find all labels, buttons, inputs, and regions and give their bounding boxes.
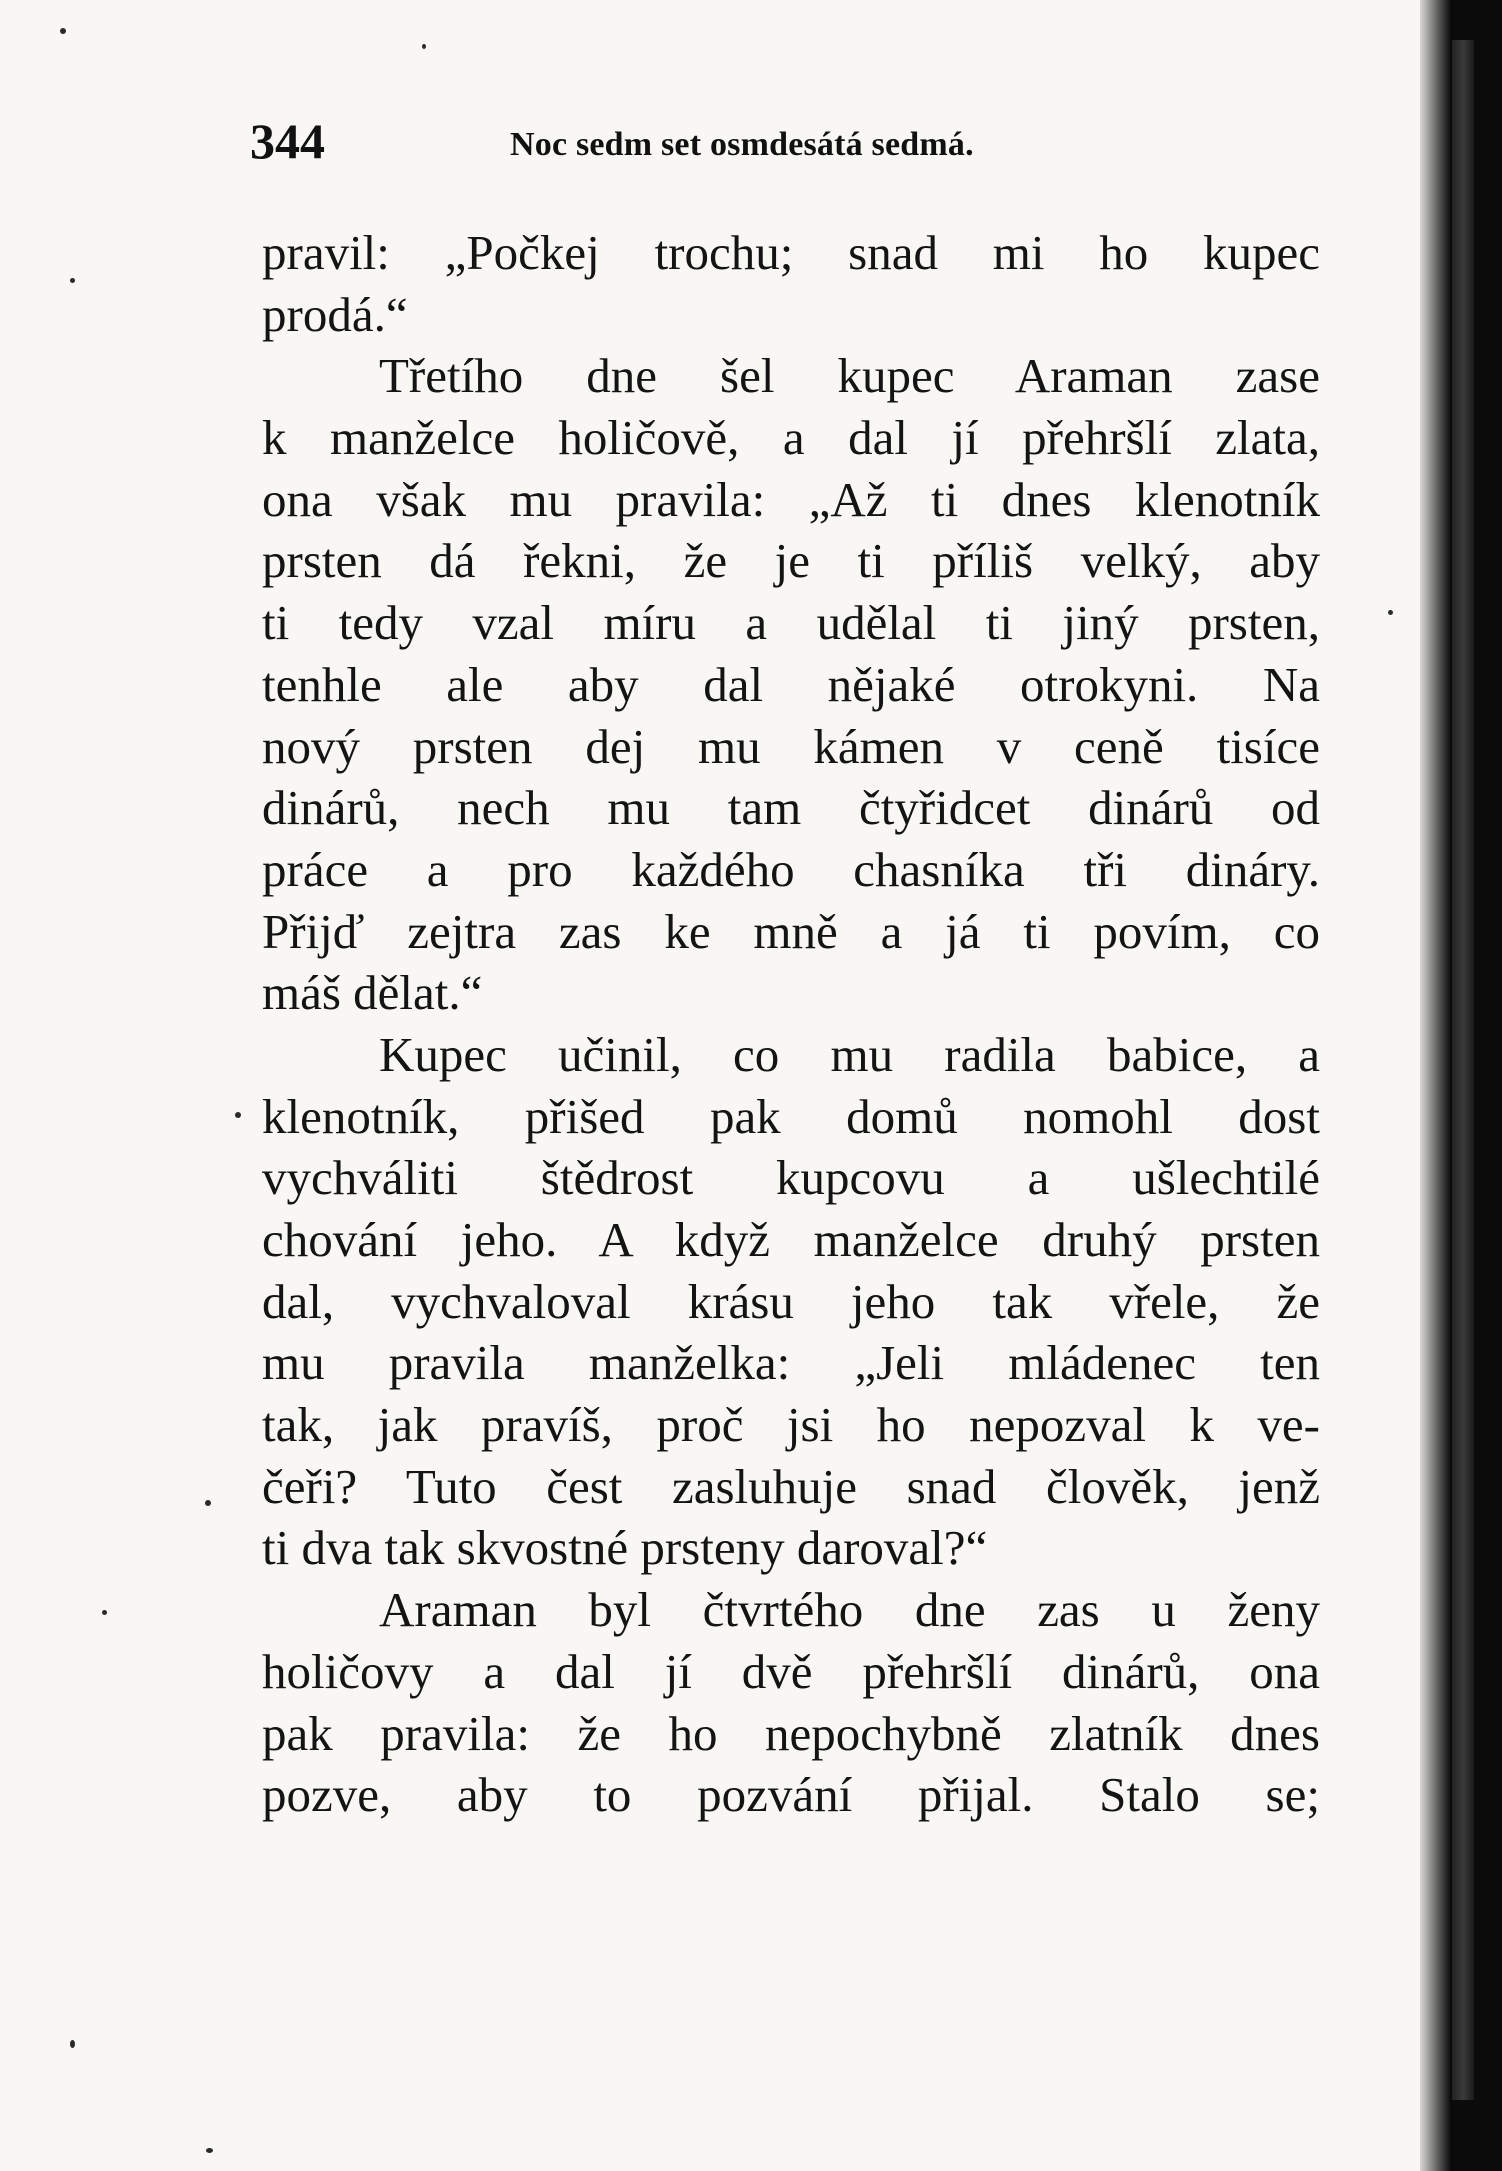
scan-speck	[206, 2148, 213, 2153]
text-line: klenotník, přišed pak domů nomohl dost	[262, 1088, 1320, 1144]
binding-gutter	[1452, 40, 1474, 2100]
text-line: dinárů, nech mu tam čtyřidcet dinárů od	[262, 780, 1320, 836]
text-line: ona však mu pravila: „Až ti dnes klenotník	[262, 471, 1320, 527]
scan-speck	[70, 278, 75, 283]
text-line: Araman byl čtvrtého dne zas u ženy	[379, 1582, 1320, 1638]
running-title: Noc sedm set osmdesátá sedmá.	[510, 126, 974, 163]
text-line: prodá.“	[262, 286, 408, 342]
text-line: tenhle ale aby dal nějaké otrokyni. Na	[262, 656, 1320, 712]
text-line: holičovy a dal jí dvě přehršlí dinárů, ona	[262, 1643, 1320, 1699]
text-line: ti tedy vzal míru a udělal ti jiný prsten,	[262, 595, 1320, 651]
page-header	[250, 112, 1130, 172]
body-text	[262, 222, 1320, 1826]
scan-speck	[205, 1500, 211, 1506]
page-edge-shadow	[1420, 0, 1450, 2171]
text-line: nový prsten dej mu kámen v ceně tisíce	[262, 718, 1320, 774]
scan-speck	[422, 44, 426, 49]
text-line: Třetího dne šel kupec Araman zase	[379, 348, 1320, 404]
page-number: 344	[250, 113, 325, 169]
text-line: práce a pro každého chasníka tři dináry.	[262, 841, 1320, 897]
text-line: pravil: „Počkej trochu; snad mi ho kupec	[262, 225, 1320, 280]
text-line: čeři? Tuto čest zasluhuje snad člověk, jenž	[262, 1458, 1320, 1514]
scan-speck	[235, 1112, 241, 1118]
text-line: dal, vychvaloval krásu jeho tak vřele, že	[262, 1273, 1320, 1329]
text-line: k manželce holičově, a dal jí přehršlí zlata,	[262, 410, 1320, 466]
text-line: pak pravila: že ho nepochybně zlatník dnes	[262, 1705, 1320, 1761]
text-line: ti dva tak skvostné prsteny daroval?“	[262, 1520, 988, 1576]
text-line: Přijď zejtra zas ke mně a já ti povím, co	[262, 903, 1320, 959]
text-line: mu pravila manželka: „Jeli mládenec ten	[262, 1335, 1320, 1391]
scan-speck	[102, 1610, 107, 1615]
text-line: prsten dá řekni, že je ti příliš velký, aby	[262, 533, 1320, 589]
scan-speck	[1388, 610, 1393, 615]
scan-speck	[70, 2040, 75, 2048]
text-line: tak, jak pravíš, proč jsi ho nepozval k ve-	[262, 1397, 1320, 1453]
text-line: máš dělat.“	[262, 965, 483, 1021]
text-line: vychváliti štědrost kupcovu a ušlechtilé	[262, 1150, 1320, 1206]
text-line: chování jeho. A když manželce druhý prsten	[262, 1212, 1320, 1267]
text-line: Kupec učinil, co mu radila babice, a	[379, 1026, 1320, 1082]
text-line: pozve, aby to pozvání přijal. Stalo se;	[262, 1767, 1320, 1823]
scan-speck	[60, 28, 66, 34]
